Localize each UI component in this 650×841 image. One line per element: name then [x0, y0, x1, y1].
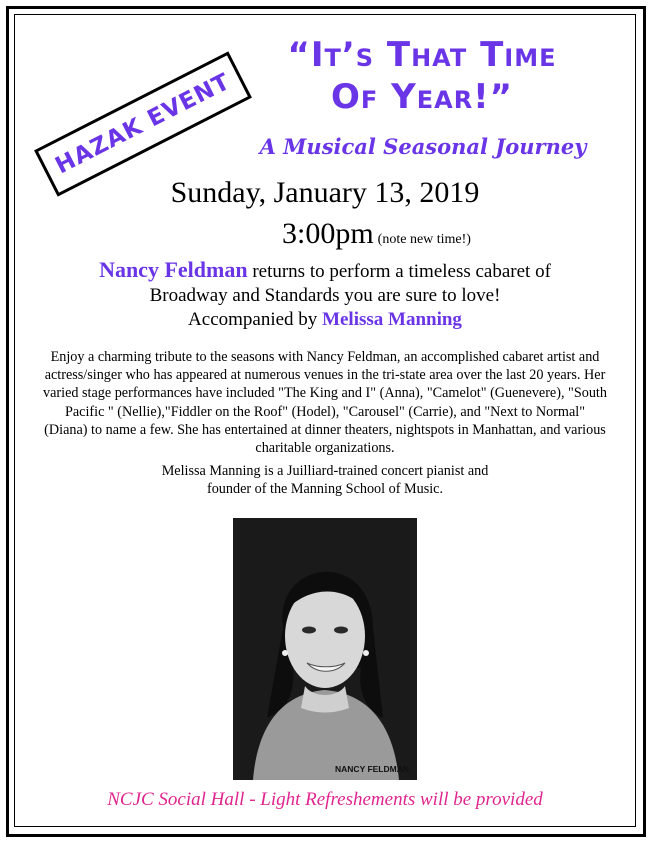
photo-caption: NANCY FELDMAN [335, 764, 409, 774]
event-date: Sunday, January 13, 2019 [170, 176, 480, 209]
event-subtitle: A Musical Seasonal Journey [259, 134, 587, 159]
performer-name: Nancy Feldman [99, 257, 248, 282]
time-value: 3:00pm [282, 217, 374, 250]
title-line-2: Of Year!” [330, 77, 514, 117]
badge-label: HAZAK EVENT [51, 68, 235, 180]
portrait-illustration [233, 518, 417, 780]
intro-line-2: Broadway and Standards you are sure to love! [149, 285, 501, 306]
title-line-1: “It’s That Time [287, 35, 557, 75]
description-paragraph: Enjoy a charming tribute to the seasons with Nancy Feldman, an accomplished cabaret artist and actress/singer who has appeared at numerous venues in the tri-state area over the last 20 years. Her varied stage performances have included "The King and I" (Anna), "Camelot" (Guenevere), "South Pacific " (Nellie),"Fiddler on the Roof" (Hodel), "Carousel" (Carrie), and "Next to Normal" (Diana) to name a few. She has entertained at dinner theaters, nightspots in Manhattan, and various charitable organizations. [43, 349, 607, 457]
intro-line-1: returns to perform a timeless cabaret of [247, 261, 551, 282]
accompanied-prefix: Accompanied by [188, 309, 323, 330]
time-note: (note new time!) [377, 232, 471, 247]
accompanist-name: Melissa Manning [322, 309, 462, 330]
pianist-paragraph: Melissa Manning is a Juilliard-trained concert pianist and founder of the Manning School of Music. [161, 463, 489, 498]
event-time [282, 217, 471, 251]
intro-paragraph [40, 258, 610, 332]
performer-photo [233, 518, 417, 780]
event-title [252, 34, 592, 118]
venue-footer: NCJC Social Hall - Light Refreshements will be provided [107, 789, 543, 810]
